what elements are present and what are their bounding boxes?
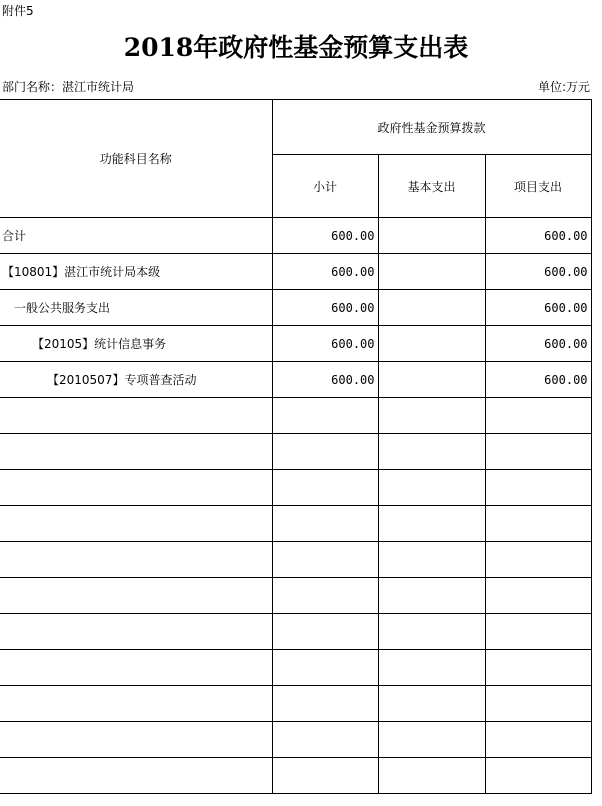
empty-cell [0, 542, 272, 578]
empty-cell [0, 650, 272, 686]
row-name-cell: 一般公共服务支出 [0, 290, 272, 326]
empty-row [0, 650, 591, 686]
header-subtotal-cell: 小计 [272, 155, 378, 218]
empty-cell [272, 542, 378, 578]
row-subtotal-cell: 600.00 [272, 290, 378, 326]
empty-cell [378, 650, 485, 686]
empty-cell [272, 398, 378, 434]
empty-row [0, 686, 591, 722]
empty-cell [485, 578, 591, 614]
empty-cell [0, 614, 272, 650]
empty-cell [485, 614, 591, 650]
table-row [0, 218, 591, 254]
row-name-cell: 【2010507】专项普查活动 [0, 362, 272, 398]
empty-row [0, 614, 591, 650]
empty-cell [485, 398, 591, 434]
empty-cell [0, 506, 272, 542]
empty-cell [0, 470, 272, 506]
empty-row [0, 578, 591, 614]
empty-cell [378, 506, 485, 542]
empty-cell [378, 722, 485, 758]
empty-cell [272, 614, 378, 650]
empty-cell [378, 578, 485, 614]
empty-cell [0, 722, 272, 758]
header-basic-cell: 基本支出 [378, 155, 485, 218]
empty-cell [378, 758, 485, 794]
row-basic-cell [378, 218, 485, 254]
empty-cell [485, 686, 591, 722]
empty-cell [378, 686, 485, 722]
empty-cell [0, 578, 272, 614]
header-function-cell: 功能科目名称 [0, 100, 272, 218]
empty-cell [0, 686, 272, 722]
row-basic-cell [378, 362, 485, 398]
page-title: 2018年政府性基金预算支出表 [123, 33, 469, 62]
empty-cell [485, 650, 591, 686]
empty-cell [485, 470, 591, 506]
empty-cell [0, 398, 272, 434]
row-subtotal-cell: 600.00 [272, 326, 378, 362]
table-row [0, 290, 591, 326]
header-project-cell: 项目支出 [485, 155, 591, 218]
header-group-cell: 政府性基金预算拨款 [272, 100, 591, 155]
attachment-label: 附件5 [2, 4, 34, 18]
row-name-cell: 【20105】统计信息事务 [0, 326, 272, 362]
empty-row [0, 758, 591, 794]
empty-cell [485, 434, 591, 470]
empty-cell [272, 758, 378, 794]
empty-cell [0, 758, 272, 794]
row-project-cell: 600.00 [485, 362, 591, 398]
row-project-cell: 600.00 [485, 254, 591, 290]
row-project-cell: 600.00 [485, 326, 591, 362]
row-project-cell: 600.00 [485, 218, 591, 254]
empty-cell [485, 722, 591, 758]
empty-cell [378, 542, 485, 578]
table-row [0, 362, 591, 398]
empty-cell [485, 506, 591, 542]
row-basic-cell [378, 254, 485, 290]
empty-cell [272, 686, 378, 722]
row-name-cell: 合计 [0, 218, 272, 254]
header-row-top [0, 100, 591, 155]
empty-cell [378, 614, 485, 650]
row-basic-cell [378, 290, 485, 326]
empty-row [0, 722, 591, 758]
empty-cell [272, 470, 378, 506]
empty-cell [272, 722, 378, 758]
row-subtotal-cell: 600.00 [272, 362, 378, 398]
empty-cell [378, 398, 485, 434]
empty-cell [272, 434, 378, 470]
empty-cell [378, 434, 485, 470]
unit-label: 单位:万元 [537, 80, 590, 94]
empty-row [0, 434, 591, 470]
row-project-cell: 600.00 [485, 290, 591, 326]
row-basic-cell [378, 326, 485, 362]
empty-cell [485, 758, 591, 794]
empty-cell [485, 542, 591, 578]
empty-cell [0, 434, 272, 470]
budget-table [0, 99, 592, 794]
empty-cell [272, 578, 378, 614]
empty-cell [272, 650, 378, 686]
table-row [0, 254, 591, 290]
row-subtotal-cell: 600.00 [272, 254, 378, 290]
empty-row [0, 470, 591, 506]
empty-cell [378, 470, 485, 506]
empty-row [0, 398, 591, 434]
row-subtotal-cell: 600.00 [272, 218, 378, 254]
table-row [0, 326, 591, 362]
department-label: 部门名称：湛江市统计局 [2, 80, 135, 94]
row-name-cell: 【10801】湛江市统计局本级 [0, 254, 272, 290]
empty-row [0, 542, 591, 578]
empty-row [0, 506, 591, 542]
empty-cell [272, 506, 378, 542]
